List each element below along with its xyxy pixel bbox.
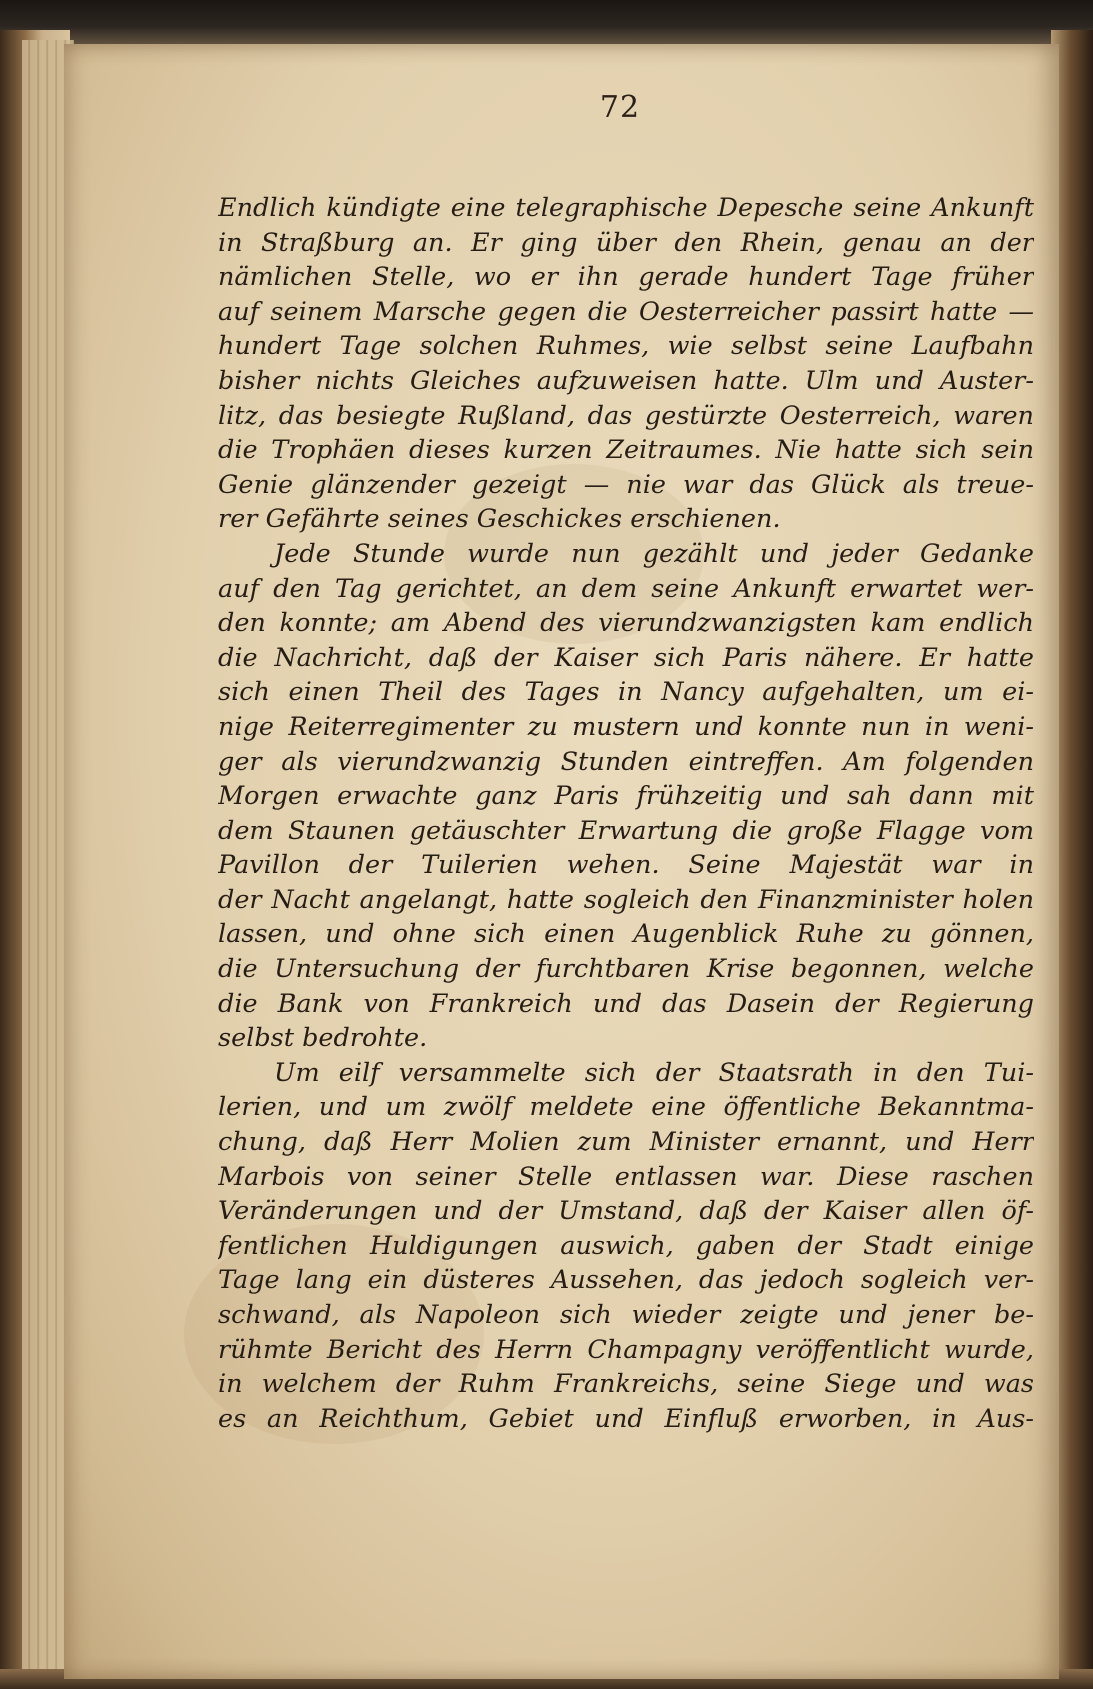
text-line: auf den Tag gerichtet, an dem seine Ankunft erwartet wer- bbox=[218, 573, 1034, 604]
text-line: den konnte; am Abend des vierundzwanzigsten kam endlich bbox=[218, 608, 1034, 639]
text-line: Veränderungen und der Umstand, daß der Kaiser allen öf- bbox=[218, 1196, 1034, 1227]
text-line: es an Reichthum, Gebiet und Einfluß erworben, in Aus- bbox=[218, 1403, 1034, 1434]
text-line: der Nacht angelangt, hatte sogleich den Finanzminister holen bbox=[218, 884, 1034, 915]
text-line: rühmte Bericht des Herrn Champagny veröffentlicht wurde, bbox=[218, 1334, 1034, 1365]
text-line: chung, daß Herr Molien zum Minister ernannt, und Herr bbox=[218, 1127, 1034, 1158]
paragraph-1 bbox=[218, 191, 1034, 537]
text-line: die Nachricht, daß der Kaiser sich Paris nähere. Er hatte bbox=[218, 642, 1034, 673]
text-line: die Bank von Frankreich und das Dasein der Regierung bbox=[218, 988, 1034, 1019]
text-line: bisher nichts Gleiches aufzuweisen hatte. Ulm und Auster- bbox=[218, 365, 1034, 396]
text-line: Jede Stunde wurde nun gezählt und jeder Gedanke bbox=[274, 538, 1034, 569]
text-line: Um eilf versammelte sich der Staatsrath in den Tui- bbox=[274, 1057, 1034, 1088]
text-line: rer Gefährte seines Geschickes erschienen. bbox=[218, 504, 781, 535]
text-line: Marbois von seiner Stelle entlassen war. Diese raschen bbox=[218, 1161, 1034, 1192]
text-line: hundert Tage solchen Ruhmes, wie selbst seine Laufbahn bbox=[218, 331, 1034, 362]
text-line: sich einen Theil des Tages in Nancy aufgehalten, um ei- bbox=[218, 677, 1034, 708]
text-line: fentlichen Huldigungen auswich, gaben der Stadt einige bbox=[218, 1230, 1034, 1261]
text-line: lassen, und ohne sich einen Augenblick Ruhe zu gönnen, bbox=[218, 919, 1034, 950]
text-line: Genie glänzender gezeigt — nie war das Glück als treue- bbox=[218, 469, 1034, 500]
text-line: schwand, als Napoleon sich wieder zeigte und jener be- bbox=[218, 1300, 1034, 1330]
text-line: die Untersuchung der furchtbaren Krise begonnen, welche bbox=[218, 954, 1034, 985]
body-text bbox=[218, 191, 1034, 1436]
text-line: die Trophäen dieses kurzen Zeitraumes. Nie hatte sich sein bbox=[218, 435, 1034, 466]
text-line: ger als vierundzwanzig Stunden eintreffen. Am folgenden bbox=[218, 746, 1034, 777]
paragraph-3 bbox=[218, 1056, 1034, 1437]
text-line: nämlichen Stelle, wo er ihn gerade hundert Tage früher bbox=[218, 262, 1034, 293]
text-line: auf seinem Marsche gegen die Oesterreicher passirt hatte — bbox=[218, 296, 1034, 327]
text-line: litz, das besiegte Rußland, das gestürzte Oesterreich, waren bbox=[218, 400, 1034, 431]
page-number: 72 bbox=[599, 90, 641, 125]
text-line: Endlich kündigte eine telegraphische Depesche seine Ankunft bbox=[218, 193, 1034, 223]
text-line: Tage lang ein düsteres Aussehen, das jedoch sogleich ver- bbox=[218, 1265, 1034, 1296]
text-line: Pavillon der Tuilerien wehen. Seine Majestät war in bbox=[218, 850, 1034, 881]
text-line: dem Staunen getäuschter Erwartung die große Flagge vom bbox=[218, 815, 1034, 846]
text-line: lerien, und um zwölf meldete eine öffentliche Bekanntma- bbox=[218, 1092, 1034, 1123]
book-cover-top-edge bbox=[0, 0, 1093, 48]
text-line: Morgen erwachte ganz Paris frühzeitig und sah dann mit bbox=[218, 781, 1034, 812]
text-line: nige Reiterregimenter zu mustern und konnte nun in weni- bbox=[218, 711, 1034, 742]
text-line: selbst bedrohte. bbox=[218, 1023, 428, 1054]
paragraph-2 bbox=[218, 537, 1034, 1056]
text-line: in welchem der Ruhm Frankreichs, seine Siege und was bbox=[218, 1369, 1034, 1400]
text-line: in Straßburg an. Er ging über den Rhein, genau an der bbox=[218, 227, 1034, 258]
